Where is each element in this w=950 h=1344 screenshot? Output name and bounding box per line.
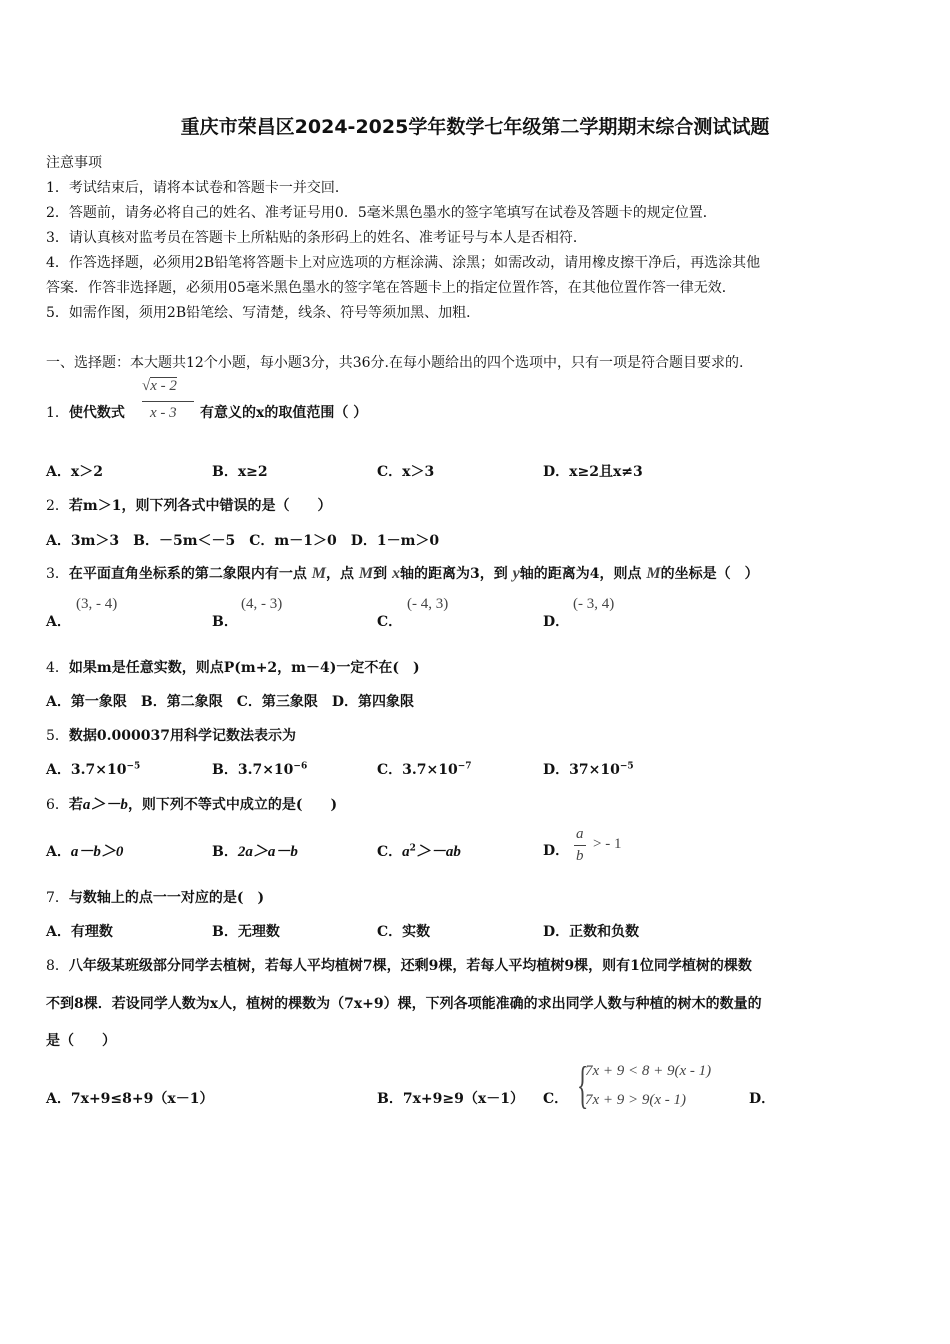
question-number: 6． bbox=[46, 797, 69, 813]
q3-t1: 在平面直角坐标系的第二象限内有一点 bbox=[68, 566, 307, 582]
option-label: A． bbox=[46, 844, 71, 860]
question-5-text: 数据0.000037用科学记数法表示为 bbox=[68, 728, 296, 744]
option-label: B． bbox=[212, 844, 238, 860]
notice-item-1: 1．考试结束后，请将本试卷和答题卡一并交回． bbox=[46, 180, 349, 196]
q8-option-d[interactable]: D． bbox=[749, 1091, 776, 1107]
q8-option-a[interactable]: A．7x+9≤8+9（x－1） bbox=[46, 1091, 214, 1107]
option-label: D． bbox=[543, 762, 570, 778]
notice-item-2: 2．答题前，请务必将自己的姓名、准考证号用0．5毫米黑色墨水的签字笔填写在试卷及答题卡的规定位置． bbox=[46, 205, 717, 221]
option-label: B． bbox=[212, 762, 238, 778]
q3-t2: ，点 bbox=[326, 566, 355, 582]
point-m: M bbox=[646, 565, 661, 582]
notice-item-4-cont: 答案．作答非选择题，必须用05毫米黑色墨水的签字笔在答题卡上的指定位置作答，在其他位置作答一律无效． bbox=[46, 280, 736, 296]
fraction-bar bbox=[142, 401, 194, 402]
q1-option-a[interactable]: A．x＞2 bbox=[46, 464, 103, 480]
option-label: C． bbox=[377, 614, 403, 630]
notice-item-4: 4．作答选择题，必须用2B铅笔将答题卡上对应选项的方框涂满、涂黑；如需改动，请用橡皮擦干净后，再选涂其他 bbox=[46, 255, 761, 271]
question-number: 1． bbox=[46, 405, 69, 421]
option-label: A． bbox=[46, 614, 71, 630]
q6-d-denominator: b bbox=[576, 848, 584, 864]
q6-condition: a＞－b bbox=[82, 797, 128, 813]
question-4-text: 如果m是任意实数，则点P(m+2，m－4)一定不在( ) bbox=[68, 660, 420, 676]
option-expr: 2a＞a－b bbox=[237, 844, 298, 860]
q3-option-c-coord: (- 4, 3) bbox=[407, 596, 449, 612]
question-8-line-3: 是（ ） bbox=[46, 1033, 116, 1049]
q8-c-system-line-2: 7x + 9 > 9(x - 1) bbox=[585, 1092, 687, 1108]
q3-option-b-coord: (4, - 3) bbox=[241, 596, 283, 612]
option-label: A． bbox=[46, 762, 71, 778]
option-exponent: −5 bbox=[126, 761, 141, 772]
system-brace: { bbox=[577, 1057, 589, 1114]
option-exponent: −7 bbox=[457, 761, 472, 772]
q8-c-system-line-1: 7x + 9 < 8 + 9(x - 1) bbox=[585, 1063, 712, 1079]
question-number: 7． bbox=[46, 890, 69, 906]
x-axis-symbol: x bbox=[392, 565, 401, 582]
question-7-text: 与数轴上的点一一对应的是( ) bbox=[68, 890, 265, 906]
q1-fraction-numerator bbox=[142, 378, 177, 395]
option-label: C． bbox=[377, 844, 403, 860]
option-base: 3.7×10 bbox=[237, 762, 294, 778]
q3-t3: 到 bbox=[373, 566, 388, 582]
question-number: 2． bbox=[46, 498, 69, 514]
q5-option-c[interactable] bbox=[377, 759, 472, 779]
y-axis-symbol: y bbox=[512, 565, 520, 582]
q7-option-b[interactable]: B．无理数 bbox=[212, 924, 280, 940]
option-expr: a－b＞0 bbox=[70, 844, 124, 860]
option-exponent: −5 bbox=[619, 761, 634, 772]
q6-pre: 若 bbox=[68, 797, 83, 813]
option-label: D． bbox=[543, 843, 570, 859]
q3-option-c[interactable] bbox=[377, 611, 402, 631]
q3-option-a[interactable] bbox=[46, 611, 71, 631]
option-base: 3.7×10 bbox=[70, 762, 127, 778]
q3-t5: 轴的距离为4，则点 bbox=[519, 566, 642, 582]
question-8-line-2: 不到8棵．若设同学人数为x人，植树的棵数为（7x+9）棵，下列各项能准确的求出同学人数与种植的树木的数量的 bbox=[46, 996, 762, 1012]
sqrt-radicand: x - 2 bbox=[150, 378, 177, 394]
question-4 bbox=[46, 657, 420, 677]
point-m: M bbox=[358, 565, 374, 582]
question-1-pre: 使代数式 bbox=[68, 405, 125, 421]
q5-option-b[interactable] bbox=[212, 759, 307, 779]
option-exponent: 2 bbox=[409, 843, 416, 854]
q8-option-c[interactable]: C． bbox=[543, 1091, 569, 1107]
q4-options[interactable]: A．第一象限 B．第二象限 C．第三象限 D．第四象限 bbox=[46, 694, 414, 710]
q7-option-a[interactable]: A．有理数 bbox=[46, 924, 113, 940]
q8-option-b[interactable]: B．7x+9≥9（x－1） bbox=[377, 1091, 524, 1107]
q6-d-numerator: a bbox=[576, 826, 584, 842]
q6-option-d[interactable] bbox=[543, 840, 569, 860]
q7-option-c[interactable]: C．实数 bbox=[377, 924, 431, 940]
option-base: a bbox=[402, 844, 410, 860]
question-number: 8． bbox=[46, 958, 69, 974]
notice-item-3: 3．请认真核对监考员在答题卡上所粘贴的条形码上的姓名、准考证号与本人是否相符． bbox=[46, 230, 587, 246]
q1-fraction-denominator: x - 3 bbox=[150, 405, 177, 421]
q6-post: ，则下列不等式中成立的是( ) bbox=[127, 797, 338, 813]
question-number: 4． bbox=[46, 660, 69, 676]
option-exponent: −6 bbox=[293, 761, 308, 772]
q3-option-b[interactable] bbox=[212, 611, 238, 631]
question-1 bbox=[46, 402, 125, 422]
q1-option-b[interactable]: B．x≥2 bbox=[212, 464, 268, 480]
q6-option-c[interactable] bbox=[377, 840, 461, 861]
question-5 bbox=[46, 725, 296, 745]
option-expr: ＞－ab bbox=[415, 844, 461, 860]
fraction-bar bbox=[574, 845, 586, 846]
page-title: 重庆市荣昌区2024-2025学年数学七年级第二学期期末综合测试试题 bbox=[180, 116, 770, 138]
question-1-post: 有意义的x的取值范围（ ） bbox=[200, 405, 368, 421]
question-6 bbox=[46, 793, 337, 814]
notice-heading: 注意事项 bbox=[46, 155, 102, 171]
question-8-line-1: 八年级某班级部分同学去植树，若每人平均植树7棵，还剩9棵，若每人平均植树9棵，则有1位同学植树的棵数 bbox=[68, 958, 752, 974]
q1-option-c[interactable]: C．x＞3 bbox=[377, 464, 435, 480]
q2-options[interactable]: A．3m＞3 B．－5m＜－5 C．m－1＞0 D．1－m＞0 bbox=[46, 533, 440, 549]
question-3 bbox=[46, 563, 759, 583]
option-base: 3.7×10 bbox=[402, 762, 458, 778]
question-7 bbox=[46, 887, 264, 907]
q3-t6: 的坐标是（ ） bbox=[660, 566, 759, 582]
option-label: B． bbox=[212, 614, 238, 630]
sqrt-sign: √ bbox=[142, 378, 151, 394]
point-m: M bbox=[311, 565, 327, 582]
q1-option-d[interactable]: D．x≥2且x≠3 bbox=[543, 464, 643, 480]
section-heading: 一、选择题：本大题共12个小题，每小题3分，共36分.在每小题给出的四个选项中，只有一项是符合题目要求的. bbox=[46, 355, 744, 371]
q6-option-b[interactable] bbox=[212, 840, 298, 861]
option-label: C． bbox=[377, 762, 403, 778]
q6-option-a[interactable] bbox=[46, 840, 123, 861]
option-label: D． bbox=[543, 614, 570, 630]
question-8 bbox=[46, 955, 752, 975]
q5-option-d[interactable] bbox=[543, 759, 634, 779]
question-number: 3． bbox=[46, 566, 69, 582]
q5-option-a[interactable] bbox=[46, 759, 140, 779]
q3-option-d[interactable] bbox=[543, 611, 569, 631]
option-base: 37×10 bbox=[569, 762, 620, 778]
q3-t4: 轴的距离为3，到 bbox=[400, 566, 508, 582]
notice-item-5: 5．如需作图，须用2B铅笔绘、写清楚，线条、符号等须加黑、加粗． bbox=[46, 305, 481, 321]
question-number: 5． bbox=[46, 728, 69, 744]
q7-option-d[interactable]: D．正数和负数 bbox=[543, 924, 640, 940]
q6-d-rest: > - 1 bbox=[593, 836, 622, 852]
question-2 bbox=[46, 495, 331, 515]
question-2-text: 若m＞1，则下列各式中错误的是（ ） bbox=[68, 498, 332, 514]
q3-option-a-coord: (3, - 4) bbox=[76, 596, 118, 612]
q3-option-d-coord: (- 3, 4) bbox=[573, 596, 615, 612]
